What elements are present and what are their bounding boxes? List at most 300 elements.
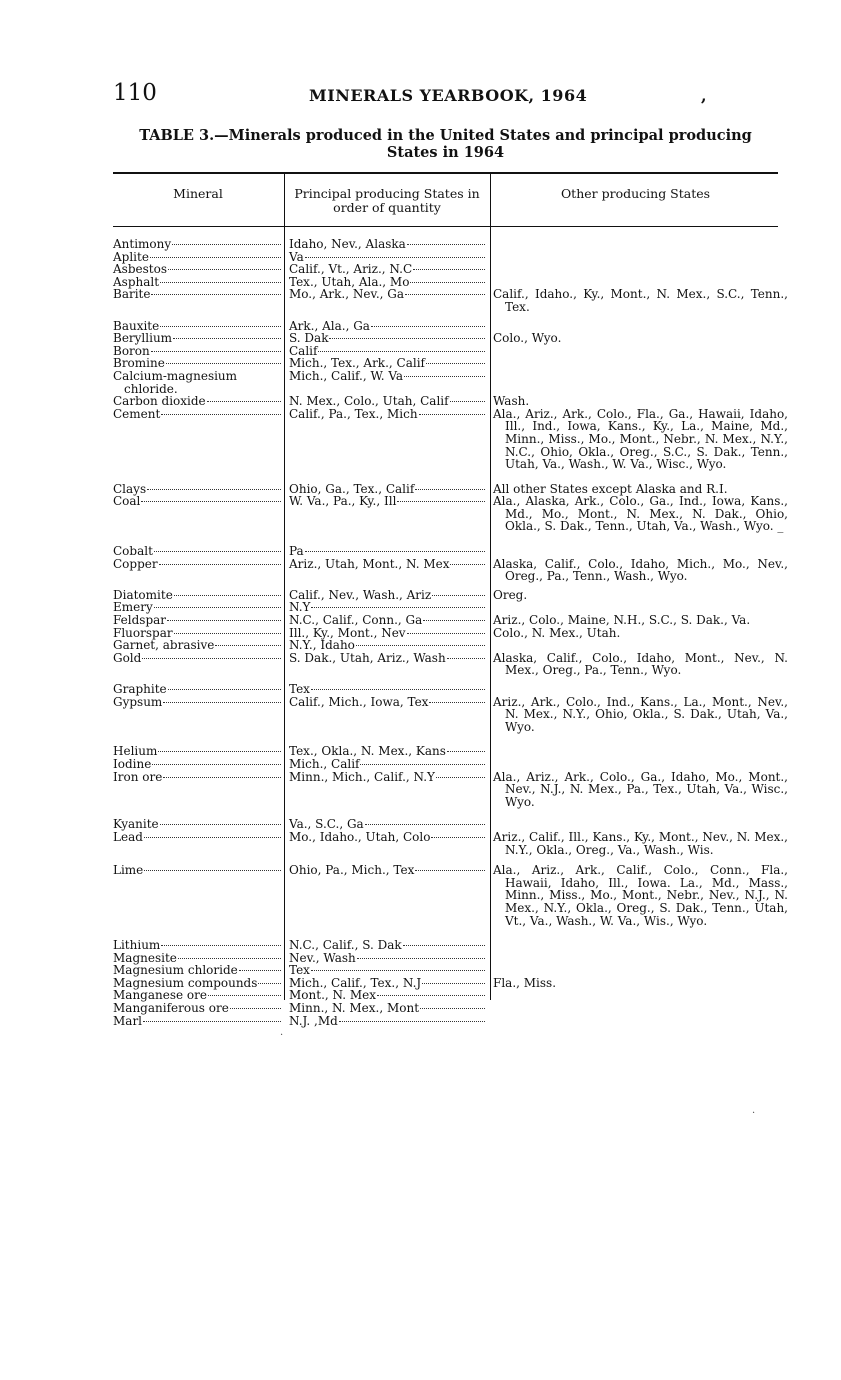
mineral-cell — [113, 288, 281, 313]
dot-leader — [161, 945, 281, 946]
dot-leader — [160, 326, 281, 327]
dot-leader — [160, 282, 281, 283]
principal-states-cell — [289, 1015, 485, 1028]
principal-leader — [289, 238, 485, 251]
mineral-name: Garnet, abrasive — [113, 638, 215, 653]
dot-leader — [447, 658, 485, 659]
dot-leader — [150, 257, 281, 258]
dot-leader — [215, 645, 281, 646]
dot-leader — [436, 777, 485, 778]
other-states-cell — [493, 745, 788, 758]
mineral-name: Antimony — [113, 237, 172, 251]
mineral-name: Bromine — [113, 356, 165, 371]
table-body — [113, 237, 788, 1028]
mineral-cell — [113, 831, 281, 856]
mineral-cell — [113, 395, 281, 408]
mineral-cell — [113, 332, 281, 345]
table-row — [113, 977, 778, 990]
other-states-cell — [493, 683, 788, 696]
principal-states-cell — [289, 395, 485, 408]
principal-leader — [289, 771, 485, 784]
mineral-name: Fluorspar — [113, 625, 173, 640]
other-states-cell: Colo., Wyo. — [493, 331, 562, 346]
principal-leader — [289, 1015, 485, 1028]
principal-states: Tex — [289, 682, 310, 696]
mineral-leader — [113, 495, 281, 508]
dot-leader — [407, 244, 485, 245]
principal-leader — [289, 1002, 485, 1015]
principal-leader — [289, 696, 485, 709]
mineral-leader — [113, 558, 281, 571]
mineral-name: Magnesite — [113, 950, 177, 965]
table-row — [113, 1015, 778, 1028]
principal-states: Calif., Pa., Tex., Mich — [289, 406, 418, 421]
mineral-name: Feldspar — [113, 613, 167, 628]
mineral-leader — [113, 332, 281, 345]
dot-leader — [230, 1008, 281, 1009]
principal-states: Ariz., Utah, Mont., N. Mex — [289, 556, 450, 571]
principal-leader — [289, 652, 485, 665]
principal-states-cell — [289, 639, 485, 652]
dot-leader — [154, 607, 281, 608]
principal-states: Mo., Idaho., Utah, Colo — [289, 829, 431, 844]
dot-leader — [397, 501, 485, 502]
column-header-principal: Principal producing States in order of quantity — [294, 186, 480, 215]
principal-states: N.J. ,Md — [289, 1013, 338, 1028]
principal-states-cell — [289, 1002, 485, 1015]
principal-leader — [289, 495, 485, 508]
principal-states: Ohio, Pa., Mich., Tex — [289, 863, 415, 878]
principal-leader — [289, 288, 485, 301]
dot-leader — [158, 751, 281, 752]
mineral-name: Emery — [113, 600, 153, 615]
principal-states-cell — [289, 831, 485, 856]
mineral-cell — [113, 263, 281, 276]
mineral-name: Iron ore — [113, 769, 163, 784]
mineral-cell — [113, 639, 281, 652]
other-states-cell: Ala., Ariz., Ark., Colo., Fla., Ga., Hawaii, Idaho, Ill., Ind., Iowa, Kans., Ky., La., Maine, Md., Minn., Miss., Mo., Mont., Nebr., N. Mex., N.Y., N.C., Ohio, Okla., Oreg., S.C., S. Dak., Tenn., Utah, Va., Wash., W. Va., Wisc., Wyo. — [493, 406, 788, 472]
mineral-leader — [113, 758, 281, 771]
principal-states-cell — [289, 558, 485, 583]
principal-states: N. Mex., Colo., Utah, Calif — [289, 394, 449, 409]
dot-leader — [172, 244, 281, 245]
dot-leader — [151, 294, 281, 295]
table-row — [113, 345, 778, 358]
principal-states: Va., S.C., Ga — [289, 817, 364, 832]
other-states-cell — [493, 939, 788, 952]
other-states-cell: Wash. — [493, 394, 530, 409]
other-states-cell — [493, 952, 788, 965]
mineral-name: Magnesium chloride — [113, 963, 238, 978]
dot-leader — [144, 870, 281, 871]
header-mark: , — [701, 86, 707, 105]
dot-leader — [178, 958, 281, 959]
other-states-cell: Ala., Ariz., Ark., Calif., Colo., Conn., Fla., Hawaii, Idaho, Ill., Iowa. La., Md., Mass., Minn., Miss., Mo., Mont., Nebr., Nev., N.J., N. Mex., N.Y., Okla., Oreg., S. Dak., Tenn., Utah, Vt., Va., Wash., W. Va., Wis., Wyo. — [493, 863, 788, 928]
column-header-other: Other producing States — [560, 186, 711, 201]
dot-leader — [371, 326, 485, 327]
mineral-name: Lithium — [113, 938, 161, 953]
principal-states: Va — [289, 249, 304, 264]
table-row — [113, 1002, 778, 1015]
principal-states-cell — [289, 696, 485, 734]
mineral-cell — [113, 1015, 281, 1028]
other-states-cell — [493, 357, 788, 370]
table-title — [113, 127, 778, 161]
dot-leader — [450, 564, 485, 565]
dot-leader — [426, 363, 485, 364]
dot-leader — [311, 970, 485, 971]
other-states-cell — [493, 989, 788, 1002]
principal-states: W. Va., Pa., Ky., Ill — [289, 494, 397, 509]
mineral-leader — [113, 263, 281, 276]
principal-states-cell — [289, 864, 485, 927]
running-title: MINERALS YEARBOOK, 1964 — [309, 86, 588, 105]
table-row — [113, 251, 778, 264]
principal-states: Mont., N. Mex — [289, 988, 377, 1003]
principal-leader — [289, 370, 485, 383]
dot-leader — [365, 824, 485, 825]
dot-leader — [357, 958, 485, 959]
mineral-cell — [113, 370, 281, 395]
mineral-name: Calcium-magnesium — [113, 368, 238, 383]
dot-leader — [160, 824, 281, 825]
mineral-cell — [113, 495, 281, 533]
mineral-leader — [113, 238, 281, 251]
table-row — [113, 263, 778, 276]
table-row — [113, 287, 788, 314]
mineral-leader — [113, 964, 281, 977]
mineral-leader — [113, 408, 281, 421]
table-row — [113, 829, 788, 857]
other-states-cell: Oreg. — [493, 587, 528, 602]
principal-states-cell — [289, 683, 485, 696]
dot-leader — [403, 945, 485, 946]
mineral-name: Cement — [113, 406, 161, 421]
principal-states-cell — [289, 939, 485, 952]
mineral-leader — [113, 639, 281, 652]
table-row — [113, 650, 788, 678]
dot-leader — [163, 702, 281, 703]
dot-leader — [377, 995, 485, 996]
principal-states: Minn., Mich., Calif., N.Y — [289, 769, 435, 784]
table-row — [113, 769, 788, 809]
dot-leader — [141, 501, 281, 502]
table-row — [113, 589, 778, 602]
other-states-cell — [493, 545, 788, 558]
mineral-cell — [113, 964, 281, 977]
mineral-name: Lead — [113, 829, 143, 844]
mineral-name: Copper — [113, 556, 158, 571]
other-states-cell: Fla., Miss. — [493, 975, 557, 990]
mineral-cell — [113, 408, 281, 471]
dot-leader — [161, 414, 281, 415]
other-states-cell — [493, 758, 788, 771]
table-row — [113, 745, 778, 758]
other-states-cell — [493, 639, 788, 652]
principal-states: Mich., Tex., Ark., Calif — [289, 356, 425, 371]
mineral-leader — [113, 939, 281, 952]
table-row — [113, 494, 788, 534]
principal-states: S. Dak — [289, 331, 329, 346]
principal-leader — [289, 263, 485, 276]
table-title-line-2: States in 1964 — [386, 144, 505, 161]
principal-states: Calif., Vt., Ariz., N.C — [289, 262, 413, 277]
mineral-name: Iodine — [113, 756, 152, 771]
dot-leader — [168, 689, 281, 690]
principal-states: N.C., Calif., S. Dak — [289, 938, 402, 953]
mineral-name: Helium — [113, 744, 158, 759]
other-states-cell — [493, 238, 788, 251]
table-row — [113, 758, 778, 771]
principal-states: N.Y., Idaho — [289, 638, 355, 653]
principal-states: Mo., Ark., Nev., Ga — [289, 287, 405, 302]
mineral-name: Kyanite — [113, 817, 159, 832]
dot-leader — [422, 983, 485, 984]
mineral-leader — [113, 1002, 281, 1015]
mineral-name: Cobalt — [113, 544, 153, 559]
principal-states: Minn., N. Mex., Mont — [289, 1001, 420, 1016]
mineral-cell — [113, 238, 281, 251]
principal-states: Calif., Nev., Wash., Ariz — [289, 587, 432, 602]
table-row — [113, 370, 778, 395]
mineral-name: Asbestos — [113, 262, 167, 277]
principal-leader — [289, 952, 485, 965]
mineral-cell — [113, 696, 281, 734]
principal-leader — [289, 558, 485, 571]
principal-leader — [289, 831, 485, 844]
principal-leader — [289, 614, 485, 627]
dot-leader — [431, 837, 485, 838]
mineral-name: Manganiferous ore — [113, 1001, 229, 1016]
principal-states-cell — [289, 652, 485, 677]
principal-states: N.Y — [289, 600, 311, 615]
other-states-cell: Ariz., Ark., Colo., Ind., Kans., La., Mont., Nev., N. Mex., N.Y., Ohio, Okla., S. Dak., Utah, Va., Wyo. — [493, 694, 788, 734]
principal-states-cell — [289, 332, 485, 345]
dot-leader — [404, 376, 485, 377]
dot-leader — [144, 837, 281, 838]
mineral-cell — [113, 652, 281, 677]
mineral-cell — [113, 683, 281, 696]
mineral-leader — [113, 864, 281, 877]
principal-states-cell — [289, 758, 485, 771]
other-states-cell — [493, 1015, 788, 1028]
column-header-mineral: Mineral — [173, 186, 223, 201]
principal-states: Nev., Wash — [289, 950, 356, 965]
dot-leader — [419, 414, 485, 415]
dot-leader — [356, 645, 485, 646]
dot-leader — [420, 1008, 485, 1009]
mineral-leader — [113, 771, 281, 784]
table-header-rule — [113, 226, 778, 227]
principal-states: N.C., Calif., Conn., Ga — [289, 613, 423, 628]
dot-leader — [415, 489, 485, 490]
mineral-name: Coal — [113, 494, 141, 509]
other-states-cell: Ala., Ariz., Ark., Colo., Ga., Idaho, Mo., Mont., Nev., N.J., N. Mex., Pa., Tex., Utah, Va., Wisc., Wyo. — [493, 769, 788, 809]
mineral-name: Barite — [113, 287, 151, 302]
mineral-cell — [113, 939, 281, 952]
dot-leader — [174, 633, 281, 634]
principal-states-cell — [289, 589, 485, 602]
dot-leader — [147, 489, 281, 490]
principal-states-cell — [289, 288, 485, 313]
dot-leader — [151, 351, 281, 352]
other-states-cell — [493, 345, 788, 358]
other-states-cell: All other States except Alaska and R.I. — [493, 481, 728, 496]
principal-leader — [289, 545, 485, 558]
principal-states-cell — [289, 952, 485, 965]
other-states-cell — [493, 251, 788, 264]
principal-leader — [289, 639, 485, 652]
principal-states-cell — [289, 771, 485, 809]
table-title-line-1: TABLE 3.—Minerals produced in the United States and principal producing — [139, 127, 752, 144]
table-top-rule — [113, 172, 778, 174]
principal-states-cell — [289, 370, 485, 395]
principal-states: Mich., Calif., Tex., N.J — [289, 975, 422, 990]
dot-leader — [168, 269, 281, 270]
dot-leader — [329, 338, 485, 339]
principal-leader — [289, 683, 485, 696]
principal-states: S. Dak., Utah, Ariz., Wash — [289, 650, 446, 665]
mineral-name-cont: chloride. — [124, 381, 178, 396]
mineral-name: Diatomite — [113, 587, 173, 602]
mineral-leader — [113, 288, 281, 301]
principal-states: Calif — [289, 343, 318, 358]
dot-leader — [407, 633, 485, 634]
dot-leader — [208, 995, 281, 996]
dot-leader — [405, 294, 485, 295]
mineral-leader — [113, 395, 281, 408]
table-row — [113, 238, 778, 251]
mineral-cell — [113, 1002, 281, 1015]
principal-states: Calif., Mich., Iowa, Tex — [289, 694, 429, 709]
dot-leader — [173, 338, 281, 339]
dot-leader — [311, 689, 485, 690]
mineral-name: Asphalt — [113, 274, 160, 289]
other-states-cell: Ala., Alaska, Ark., Colo., Ga., Ind., Iowa, Kans., Md., Mo., Mont., N. Mex., N. Dak., Ohio, Okla., S. Dak., Tenn., Utah, Va., Wash., Wyo. _ — [493, 494, 788, 534]
table-row — [113, 406, 788, 472]
mineral-name: Manganese ore — [113, 988, 207, 1003]
other-states-cell: Alaska, Calif., Colo., Idaho, Mont., Nev., N. Mex., Oreg., Pa., Tenn., Wyo. — [493, 650, 788, 678]
principal-leader — [289, 589, 485, 602]
table-row — [113, 639, 778, 652]
dot-leader — [152, 764, 281, 765]
dot-leader — [410, 282, 485, 283]
table-row — [113, 614, 778, 627]
dot-leader — [142, 658, 281, 659]
dot-leader — [174, 595, 281, 596]
mineral-name: Lime — [113, 863, 144, 878]
table-row — [113, 556, 788, 584]
principal-states: Mich., Calif — [289, 756, 360, 771]
principal-states-cell — [289, 964, 485, 977]
other-states-cell — [493, 263, 788, 276]
other-states-cell: Ariz., Colo., Maine, N.H., S.C., S. Dak., Va. — [493, 613, 751, 628]
dot-leader — [429, 702, 485, 703]
dot-leader — [339, 1021, 485, 1022]
principal-states: Ark., Ala., Ga — [289, 318, 370, 333]
dot-leader — [163, 777, 281, 778]
principal-states-cell — [289, 545, 485, 558]
mineral-cell — [113, 558, 281, 583]
other-states-cell — [493, 370, 788, 395]
dot-leader — [432, 595, 485, 596]
mineral-cell — [113, 771, 281, 809]
mineral-cell — [113, 614, 281, 627]
principal-states: Pa — [289, 544, 304, 559]
mineral-name: Aplite — [113, 249, 149, 264]
mineral-leader — [113, 614, 281, 627]
principal-states-cell — [289, 614, 485, 627]
mineral-name: Gold — [113, 650, 142, 665]
principal-states-cell — [289, 238, 485, 251]
principal-states: Tex., Utah, Ala., Mo — [289, 274, 410, 289]
other-states-cell — [493, 1002, 788, 1015]
mineral-name: Carbon dioxide — [113, 394, 206, 409]
other-states-cell: Calif., Idaho., Ky., Mont., N. Mex., S.C., Tenn., Tex. — [493, 287, 788, 314]
mineral-name: Marl — [113, 1013, 143, 1028]
dot-leader — [360, 764, 485, 765]
table-row — [113, 332, 778, 345]
other-states-cell: Colo., N. Mex., Utah. — [493, 625, 621, 640]
mineral-leader — [113, 831, 281, 844]
mineral-name: Bauxite — [113, 318, 160, 333]
mineral-leader — [113, 696, 281, 709]
principal-states: Tex — [289, 963, 310, 978]
principal-states: Mich., Calif., W. Va — [289, 368, 404, 383]
principal-states-cell — [289, 495, 485, 533]
principal-states-cell — [289, 408, 485, 471]
dot-leader — [239, 970, 281, 971]
mineral-cell — [113, 545, 281, 558]
principal-leader — [289, 332, 485, 345]
page-number: 110 — [113, 80, 157, 106]
mineral-cell — [113, 864, 281, 927]
dot-leader — [167, 620, 281, 621]
principal-states-cell — [289, 263, 485, 276]
mineral-leader — [113, 545, 281, 558]
mineral-name: Beryllium — [113, 331, 173, 346]
mineral-cell — [113, 758, 281, 771]
mineral-name: Graphite — [113, 682, 167, 696]
dot-leader — [143, 1021, 281, 1022]
dot-leader — [423, 620, 485, 621]
principal-leader — [289, 758, 485, 771]
principal-states: Ohio, Ga., Tex., Calif — [289, 481, 415, 496]
mineral-name: Magnesium compounds — [113, 975, 258, 990]
mineral-name: Gypsum — [113, 694, 163, 709]
dot-leader — [166, 363, 281, 364]
principal-leader — [289, 864, 485, 877]
mineral-name: Clays — [113, 481, 147, 496]
dot-leader — [207, 401, 281, 402]
mineral-leader — [113, 1015, 281, 1028]
other-states-cell: Alaska, Calif., Colo., Idaho, Mich., Mo., Nev., Oreg., Pa., Tenn., Wash., Wyo. — [493, 556, 788, 584]
principal-states: Ill., Ky., Mont., Nev — [289, 625, 406, 640]
dot-leader — [305, 257, 485, 258]
scan-speck: · — [280, 1030, 284, 1041]
mineral-name: Boron — [113, 343, 150, 358]
dot-leader — [311, 607, 485, 608]
dot-leader — [450, 401, 485, 402]
principal-leader — [289, 395, 485, 408]
table-row — [113, 863, 788, 928]
principal-leader — [289, 408, 485, 421]
table-row — [113, 683, 778, 696]
table-row — [113, 964, 778, 977]
page-header — [113, 80, 778, 110]
table-row — [113, 939, 778, 952]
principal-leader — [289, 964, 485, 977]
